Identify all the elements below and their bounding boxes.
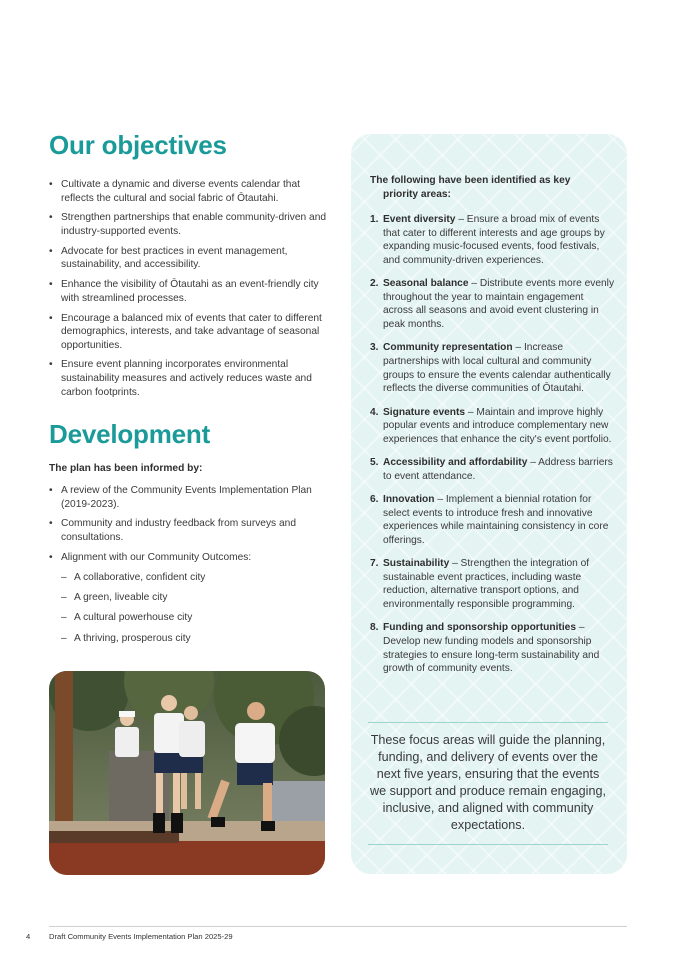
priority-description: – Distribute events more evenly throughout the year to maintain engagement across all seasons and avoid event clustering in peak months. — [383, 278, 615, 330]
priority-title: Accessibility and affordability — [383, 457, 528, 469]
priority-number: 4. — [370, 406, 379, 418]
priority-number: 2. — [370, 278, 379, 290]
priority-description: – Strengthen the integration of sustainable event practices, including waste reduction, alternative transport options, and environmentally responsible programming. — [383, 558, 590, 611]
priority-areas-intro: The following have been identified as key priority areas: — [370, 175, 571, 200]
focus-statement: These focus areas will guide the planning, funding, and delivery of events over the next five years, ensuring that the events we support and produce remain engaging, inclusive, and aligned with community expectations. — [370, 733, 606, 832]
objective-item: • Cultivate a dynamic and diverse events calendar that reflects the cultural and social fabric of Ōtautahi. — [49, 178, 329, 205]
footer-divider — [49, 926, 627, 927]
community-outcome-item: – A green, liveable city — [61, 591, 341, 605]
priority-description: – Address barriers to event attendance. — [383, 457, 613, 482]
priority-title: Funding and sponsorship opportunities — [383, 622, 576, 634]
divider-top — [368, 722, 608, 723]
priority-number: 8. — [370, 622, 379, 634]
development-item: • Community and industry feedback from surveys and consultations. — [49, 517, 329, 544]
objective-item: • Enhance the visibility of Ōtautahi as an event-friendly city with streamlined processes. — [49, 278, 329, 305]
priority-description: – Ensure a broad mix of events that cater to different interests and age groups by expanding music-focused events, food festivals, and community-driven experiences. — [383, 214, 605, 266]
priority-areas-panel — [351, 134, 627, 874]
community-outcome-item: – A collaborative, confident city — [61, 571, 341, 585]
priority-number: 5. — [370, 457, 379, 469]
objective-item: • Advocate for best practices in event management, sustainability, and accessibility. — [49, 245, 329, 272]
priority-number: 6. — [370, 494, 379, 506]
priority-title: Sustainability — [383, 558, 450, 570]
priority-item — [370, 213, 615, 267]
priority-number: 1. — [370, 214, 379, 225]
priority-title: Signature events — [383, 406, 466, 418]
priority-item — [370, 277, 615, 331]
objective-item: • Ensure event planning incorporates environmental sustainability measures and actively reduces waste and carbon footprints. — [49, 358, 329, 399]
development-item: • A review of the Community Events Implementation Plan (2019-2023). — [49, 484, 329, 511]
priority-item — [370, 341, 615, 395]
priority-number: 3. — [370, 342, 379, 354]
priority-item — [370, 406, 615, 447]
event-performers-photo — [49, 671, 325, 875]
community-outcome-item: – A cultural powerhouse city — [61, 611, 341, 625]
priority-title: Event diversity — [383, 214, 456, 225]
objective-item: • Strengthen partnerships that enable community-driven and industry-supported events. — [49, 211, 329, 238]
priority-title: Seasonal balance — [383, 278, 469, 290]
priority-item — [370, 493, 615, 547]
priority-item — [370, 456, 615, 483]
priority-areas-list — [370, 213, 615, 686]
community-outcome-item: – A thriving, prosperous city — [61, 632, 341, 646]
objective-item: • Encourage a balanced mix of events that cater to different demographics, interests, and take advantage of seasonal opportunities. — [49, 312, 329, 353]
community-outcomes-list — [61, 571, 341, 652]
priority-description: – Develop new funding models and sponsorship strategies to ensure long-term sustainability and growth of community events. — [383, 622, 600, 675]
priority-title: Community representation — [383, 342, 513, 354]
priority-description: – Implement a biennial rotation for select events to introduce fresh and innovative experiences while maintaining consistency in core offerings. — [383, 494, 609, 546]
development-heading: Development — [49, 419, 211, 449]
priority-number: 7. — [370, 558, 379, 570]
footer-document-title: Draft Community Events Implementation Plan 2025-29 — [49, 932, 233, 941]
priority-item — [370, 621, 615, 675]
priority-description: – Increase partnerships with local cultural and community groups to ensure the events calendar authentically reflects the diverse communities of Ōtautahi. — [383, 342, 611, 395]
objectives-list — [49, 178, 329, 405]
objectives-heading: Our objectives — [49, 130, 227, 160]
priority-description: – Maintain and improve highly popular events and introduce complementary new experiences that enhance the city's event portfolio. — [383, 406, 612, 445]
performers-illustration — [49, 671, 325, 875]
divider-bottom — [368, 844, 608, 845]
priority-item — [370, 557, 615, 611]
development-subheading: The plan has been informed by: — [49, 463, 203, 474]
page-number: 4 — [26, 932, 31, 941]
development-item: • Alignment with our Community Outcomes: — [49, 551, 329, 565]
development-list — [49, 484, 329, 571]
priority-title: Innovation — [383, 494, 435, 506]
